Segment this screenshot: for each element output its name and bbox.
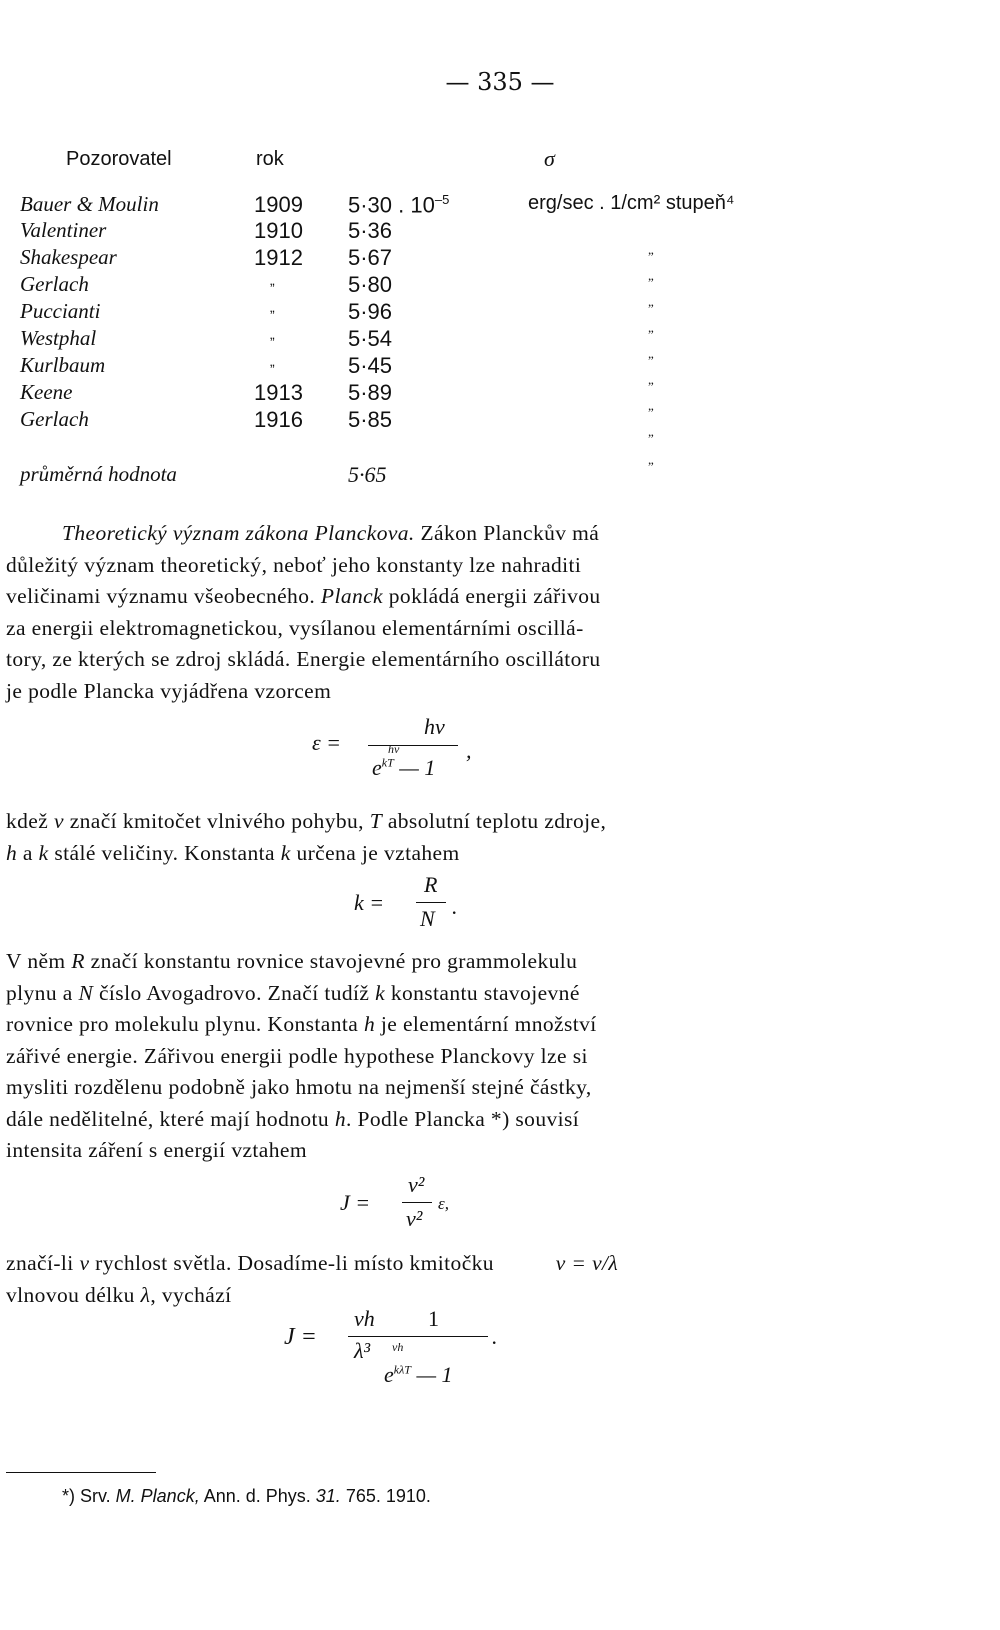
table-row	[0, 407, 1000, 434]
observer-name: Westphal	[20, 326, 97, 350]
fraction-bar	[368, 745, 458, 746]
ditto-mark: „	[648, 320, 654, 335]
sigma-value: 5·30 . $10^{-5}$	[348, 192, 450, 218]
formula-denominator: v²	[406, 1206, 423, 1231]
ditto-mark: „	[648, 268, 654, 283]
formula-lhs: ε =	[312, 730, 342, 755]
formula-numerator: 1	[428, 1306, 439, 1331]
formula-denominator: $e^{kT}$ — 1	[372, 755, 436, 780]
sigma-value: 5·96	[348, 299, 393, 324]
sigma-unit: erg/sec . 1/cm² stupeň⁴	[528, 192, 735, 214]
formula-numerator: ν²	[408, 1172, 425, 1197]
text-line: důležitý význam theoretický, neboť jeho konstanty lze nahraditi	[6, 552, 582, 577]
observer-name: Gerlach	[20, 272, 89, 296]
year-value: 1910	[254, 218, 303, 243]
formula-lhs: J =	[340, 1190, 371, 1215]
formula-trail: .	[492, 1324, 498, 1349]
observer-name: Valentiner	[20, 218, 107, 242]
sigma-value: 5·85	[348, 407, 393, 432]
table-header-year: rok	[256, 148, 284, 170]
text-line: je podle Plancka vyjádřena vzorcem	[6, 678, 332, 703]
text-line: veličinami významu všeobecného.	[6, 584, 321, 608]
sigma-value: 5·89	[348, 380, 393, 405]
formula-denominator: N	[420, 906, 435, 931]
formula-trail: ,	[466, 738, 472, 763]
table-row	[0, 326, 1000, 353]
exponent: –5	[434, 192, 450, 207]
paragraph-theory	[6, 518, 836, 707]
formula-lhs: k =	[354, 890, 385, 915]
author-name: Planck	[320, 584, 383, 608]
paragraph-constants: V něm R značí konstantu rovnice stavojevné pro grammolekulu plynu a N číslo Avogadrovo. Značí tudíž k konstantu stavojevné rovnice pro molekulu plynu. Konstanta h je elementární množství zářivé energie. Zářivou energii podle hypothese Planckovy lze si mysliti rozdělenu podobně jako hmotu na nejmenší stejné částky, dále nedělitelné, které mají hodnotu h. Podle Plancka *) souvisí intensita záření s energií vztahem	[6, 949, 597, 1162]
paragraph-wavelength: značí-li v rychlost světla. Dosadíme-li místo kmitočku ν = v/λ vlnovou délku λ, vychází	[6, 1251, 619, 1307]
table-row	[0, 299, 1000, 326]
year-value: „	[270, 299, 275, 315]
formula-lhs: J =	[284, 1324, 317, 1350]
average-value: 5·65	[348, 462, 387, 487]
formula-denominator: λ³	[354, 1338, 371, 1363]
sigma-value: 5·45	[348, 353, 393, 378]
year-value: „	[270, 326, 275, 342]
page-number: — 335 —	[445, 68, 555, 96]
fraction-bar	[348, 1336, 384, 1337]
exponent-numerator: vh	[392, 1340, 404, 1354]
text-line: tory, ze kterých se zdroj skládá. Energie elementárního oscillátoru	[6, 647, 601, 671]
footnote-rule	[6, 1472, 156, 1473]
ditto-mark: „	[648, 294, 654, 309]
ditto-mark: „	[648, 398, 654, 413]
footnote: *) Srv. M. Planck, Ann. d. Phys. 31. 765. 1910.	[62, 1486, 431, 1506]
formula-denominator: $e^{k\lambda T}$ — 1	[384, 1362, 453, 1387]
table-row	[0, 380, 1000, 407]
exponent-numerator: hν	[388, 742, 400, 756]
ditto-mark: „	[648, 372, 654, 387]
fraction-bar	[416, 902, 446, 903]
table-row	[0, 218, 1000, 245]
ditto-mark: „	[648, 346, 654, 361]
formula-numerator: hν	[424, 714, 445, 739]
table-header-sigma: σ	[544, 146, 555, 171]
formula-trail: ε,	[438, 1194, 449, 1213]
sigma-value: 5·80	[348, 272, 393, 297]
year-value: 1912	[254, 245, 303, 270]
average-row	[0, 462, 1000, 489]
text-line: Zákon Planckův má	[414, 521, 600, 545]
year-value: „	[270, 272, 275, 288]
formula-numerator: R	[424, 872, 438, 897]
formula-trail: .	[452, 894, 458, 919]
fraction-bar	[402, 1202, 432, 1203]
year-value: 1916	[254, 407, 303, 432]
observer-name: Gerlach	[20, 407, 89, 431]
ditto-mark: „	[648, 424, 654, 439]
observer-name: Keene	[20, 380, 73, 404]
year-value: 1913	[254, 380, 303, 405]
table-row	[0, 245, 1000, 272]
table-row	[0, 353, 1000, 380]
year-value: 1909	[254, 192, 303, 217]
ditto-mark: „	[648, 242, 654, 257]
text-line: pokládá energii zářivou	[383, 584, 601, 608]
observer-name: Puccianti	[20, 299, 101, 323]
average-label: průměrná hodnota	[20, 462, 177, 486]
table-header-observer: Pozorovatel	[66, 148, 172, 170]
year-value: „	[270, 353, 275, 369]
observer-name: Bauer & Moulin	[20, 192, 159, 216]
section-heading: Theoretický význam zákona Planckova.	[62, 521, 415, 545]
ditto-mark: „	[648, 452, 654, 467]
formula-numerator: vh	[354, 1306, 375, 1331]
observer-name: Kurlbaum	[20, 353, 106, 377]
fraction-bar	[384, 1336, 488, 1337]
sigma-value: 5·54	[348, 326, 393, 351]
table-row	[0, 272, 1000, 299]
sigma-value: 5·67	[348, 245, 393, 270]
table-row	[0, 192, 1000, 219]
observer-name: Shakespear	[20, 245, 117, 269]
text-line: za energii elektromagnetickou, vysílanou elementárními oscillá-	[6, 615, 584, 640]
sigma-value: 5·36	[348, 218, 393, 243]
paragraph-definitions: kdež ν značí kmitočet vlnivého pohybu, T absolutní teplotu zdroje, h a k stálé veličiny. Konstanta k určena je vztahem	[6, 809, 607, 865]
